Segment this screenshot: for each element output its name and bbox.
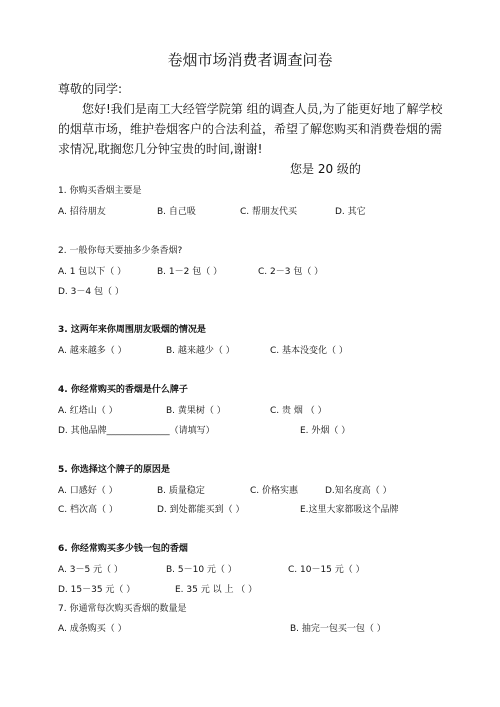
- intro-line-2: 的烟草市场，维护卷烟客户的合法利益，希望了解您购买和消费卷烟的需: [58, 122, 443, 136]
- question-2: 2. 一般你每天要抽多少条香烟?: [58, 246, 183, 256]
- q2-option-c[interactable]: C. 2－3 包（ ）: [258, 267, 324, 277]
- q6-option-e[interactable]: E. 35 元 以 上 （ ）: [175, 585, 258, 595]
- q3-option-b[interactable]: B. 越来越少（ ）: [166, 346, 235, 356]
- question-7: 7. 你通常每次购买香烟的数量是: [58, 604, 187, 614]
- q6-option-d[interactable]: D. 15－35 元（ ）: [58, 585, 136, 595]
- q4-option-d[interactable]: D. 其他品牌______________（请填写）: [58, 426, 215, 436]
- q6-option-a[interactable]: A. 3－5 元（ ）: [58, 565, 123, 575]
- q7-option-b[interactable]: B. 抽完一包买一包（ ）: [290, 624, 386, 634]
- q6-option-c[interactable]: C. 10－15 元（ ）: [288, 565, 365, 575]
- q1-option-d[interactable]: D. 其它: [335, 207, 366, 217]
- question-4: 4. 你经常购买的香烟是什么牌子: [58, 385, 188, 395]
- q5-option-f[interactable]: D. 到处都能买到（ ）: [157, 505, 245, 515]
- q5-option-g[interactable]: E.这里大家都吸这个品牌: [300, 505, 399, 515]
- q5-option-a[interactable]: A. 口感好（ ）: [58, 486, 118, 496]
- q4-option-a[interactable]: A. 红塔山（ ）: [58, 406, 118, 416]
- q4-option-c[interactable]: C. 贵 烟 （ ）: [270, 406, 327, 416]
- q7-option-a[interactable]: A. 成条购买（ ）: [58, 624, 127, 634]
- question-1: 1. 你购买香烟主要是: [58, 186, 142, 196]
- q5-option-b[interactable]: B. 质量稳定: [157, 486, 205, 496]
- q3-option-a[interactable]: A. 越来越多（ ）: [58, 346, 127, 356]
- page-title: 卷烟市场消费者调查问卷: [167, 51, 333, 69]
- q5-option-c[interactable]: C. 价格实惠: [250, 486, 299, 496]
- q1-option-b[interactable]: B. 自己吸: [157, 207, 196, 217]
- q4-option-b[interactable]: B. 黄果树（ ）: [166, 406, 226, 416]
- grade-line: 您是 20 级的: [290, 162, 361, 176]
- q5-option-e[interactable]: C. 档次高（ ）: [58, 505, 118, 515]
- greeting: 尊敬的同学:: [58, 82, 123, 96]
- q3-option-c[interactable]: C. 基本没变化（ ）: [270, 346, 348, 356]
- q1-option-c[interactable]: C. 帮朋友代买: [240, 207, 298, 217]
- q4-option-e[interactable]: E. 外烟（ ）: [300, 426, 351, 436]
- intro-line-1: 您好!我们是南工大经管学院第 组的调查人员,为了能更好地了解学校: [82, 102, 443, 116]
- intro-paragraph: [58, 99, 458, 159]
- question-5: 5. 你选择这个牌子的原因是: [58, 465, 170, 475]
- q2-option-b[interactable]: B. 1－2 包（ ）: [157, 267, 223, 277]
- q6-option-b[interactable]: B. 5－10 元（ ）: [166, 565, 237, 575]
- intro-line-3: 求情况,耽搁您几分钟宝贵的时间,谢谢!: [58, 142, 263, 156]
- q1-option-a[interactable]: A. 招待朋友: [58, 207, 106, 217]
- q2-option-a[interactable]: A. 1 包以下（ ）: [58, 267, 127, 277]
- q5-option-d[interactable]: D.知名度高（ ）: [325, 486, 392, 496]
- q2-option-d[interactable]: D. 3－4 包（ ）: [58, 287, 124, 297]
- question-6: 6. 你经常购买多少钱一包的香烟: [58, 544, 188, 554]
- question-3: 3. 这两年来你周围朋友吸烟的情况是: [58, 325, 206, 335]
